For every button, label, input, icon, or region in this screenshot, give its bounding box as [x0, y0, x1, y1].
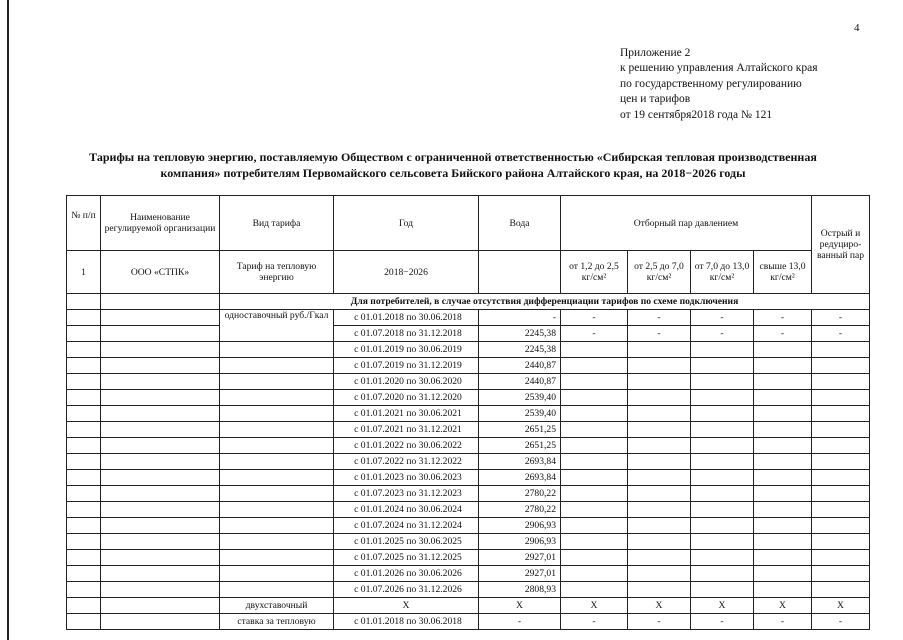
- steam-value: [754, 406, 812, 422]
- period-cell: с 01.07.2020 по 31.12.2020: [334, 390, 479, 406]
- steam-value: [754, 374, 812, 390]
- row1-years: 2018−2026: [334, 251, 479, 294]
- cell-num: [67, 598, 101, 614]
- period-cell: с 01.07.2023 по 31.12.2023: [334, 486, 479, 502]
- cell-type: [220, 406, 334, 422]
- table-row: [67, 342, 870, 358]
- cell-org: [101, 486, 220, 502]
- table-row: [67, 534, 870, 550]
- steam-value: [812, 390, 870, 406]
- steam-value: [561, 358, 628, 374]
- steam-value: [812, 374, 870, 390]
- heat-rate-value: -: [561, 614, 628, 630]
- steam-value: [812, 438, 870, 454]
- steam-value: -: [754, 326, 812, 342]
- header-steam-4: свыше 13,0 кг/см²: [754, 251, 812, 294]
- cell-org: [101, 534, 220, 550]
- cell-num: [67, 358, 101, 374]
- cell-org: [101, 390, 220, 406]
- cell-num: [67, 486, 101, 502]
- steam-value: [691, 470, 754, 486]
- cell-num: [67, 582, 101, 598]
- steam-value: [628, 454, 691, 470]
- one-part-label: одноставочный руб./Гкал: [220, 310, 334, 342]
- header-row: [67, 196, 870, 251]
- cell-type: [220, 534, 334, 550]
- period-cell: с 01.07.2018 по 31.12.2018: [334, 326, 479, 342]
- header-sharp-steam: Острый и редуциро-ванный пар: [812, 196, 870, 294]
- table-row: [67, 326, 870, 342]
- steam-value: [628, 502, 691, 518]
- header-steam-3: от 7,0 до 13,0 кг/см²: [691, 251, 754, 294]
- steam-value: [812, 406, 870, 422]
- period-cell: с 01.01.2019 по 30.06.2019: [334, 342, 479, 358]
- row1-tariff-type: Тариф на тепловую энергию: [220, 251, 334, 294]
- period-cell: с 01.01.2018 по 30.06.2018: [334, 614, 479, 630]
- steam-value: [691, 582, 754, 598]
- appendix-line: Приложение 2: [620, 47, 691, 59]
- cell-org: [101, 310, 220, 326]
- header-steam-2: от 2,5 до 7,0 кг/см²: [628, 251, 691, 294]
- steam-value: [691, 454, 754, 470]
- table-row: [67, 438, 870, 454]
- water-value: 2780,22: [479, 502, 561, 518]
- cell-num: [67, 534, 101, 550]
- section-row: [67, 294, 870, 310]
- steam-value: [561, 582, 628, 598]
- steam-value: [691, 550, 754, 566]
- steam-value: [628, 422, 691, 438]
- steam-value: [812, 422, 870, 438]
- period-cell: с 01.07.2019 по 31.12.2019: [334, 358, 479, 374]
- steam-value: [561, 342, 628, 358]
- table-row: [67, 502, 870, 518]
- steam-value: [628, 486, 691, 502]
- two-part-value: X: [812, 598, 870, 614]
- period-cell: с 01.01.2026 по 30.06.2026: [334, 566, 479, 582]
- steam-value: [561, 454, 628, 470]
- title-line: Тарифы на тепловую энергию, поставляемую Обществом с ограниченной ответственностью «Сибирская тепловая производственная: [89, 150, 817, 164]
- steam-value: [754, 342, 812, 358]
- heat-rate-value: -: [754, 614, 812, 630]
- water-value: 2245,38: [479, 326, 561, 342]
- steam-value: [561, 550, 628, 566]
- steam-value: [754, 486, 812, 502]
- cell-num: [67, 470, 101, 486]
- steam-value: [628, 566, 691, 582]
- steam-value: [812, 566, 870, 582]
- cell-type: [220, 358, 334, 374]
- cell-type: [220, 566, 334, 582]
- cell-type: [220, 486, 334, 502]
- cell-org: [101, 454, 220, 470]
- period-cell: с 01.01.2024 по 30.06.2024: [334, 502, 479, 518]
- steam-value: [561, 438, 628, 454]
- cell-num: [67, 406, 101, 422]
- two-part-value: X: [561, 598, 628, 614]
- table-row: [67, 454, 870, 470]
- table-row: [67, 374, 870, 390]
- steam-value: [561, 566, 628, 582]
- steam-value: [691, 374, 754, 390]
- cell-num: [67, 438, 101, 454]
- heat-rate-value: -: [479, 614, 561, 630]
- period-cell: с 01.01.2020 по 30.06.2020: [334, 374, 479, 390]
- heat-rate-value: -: [812, 614, 870, 630]
- appendix-line: от 19 сентября2018 года № 121: [620, 108, 773, 121]
- steam-value: [754, 422, 812, 438]
- cell-org: [101, 358, 220, 374]
- cell-org: [101, 598, 220, 614]
- steam-value: [628, 518, 691, 534]
- cell-type: [220, 582, 334, 598]
- title-line: компания» потребителям Первомайского сельсовета Бийского района Алтайского края, на 2018−2026 годы: [160, 165, 746, 180]
- appendix-line: к решению управления Алтайского края: [620, 62, 818, 75]
- water-value: 2440,87: [479, 374, 561, 390]
- cell-type: [220, 502, 334, 518]
- period-cell: с 01.01.2023 по 30.06.2023: [334, 470, 479, 486]
- steam-value: [754, 566, 812, 582]
- steam-value: [628, 534, 691, 550]
- cell-org: [101, 550, 220, 566]
- cell-org: [101, 326, 220, 342]
- steam-value: [691, 342, 754, 358]
- steam-value: [812, 470, 870, 486]
- cell-num: [67, 310, 101, 326]
- steam-value: -: [754, 310, 812, 326]
- table-row: [67, 310, 870, 326]
- steam-value: [754, 438, 812, 454]
- steam-value: [691, 486, 754, 502]
- two-part-value: X: [628, 598, 691, 614]
- steam-value: -: [691, 326, 754, 342]
- steam-value: [691, 406, 754, 422]
- water-value: 2693,84: [479, 470, 561, 486]
- two-part-row: [67, 598, 870, 614]
- table-row: [67, 422, 870, 438]
- cell-org: [101, 406, 220, 422]
- header-steam-1: от 1,2 до 2,5 кг/см²: [561, 251, 628, 294]
- water-value: 2780,22: [479, 486, 561, 502]
- header-num: № п/п: [67, 196, 101, 251]
- cell-num: [67, 326, 101, 342]
- table-row: [67, 486, 870, 502]
- steam-value: [812, 550, 870, 566]
- table-row: [67, 406, 870, 422]
- steam-value: [754, 534, 812, 550]
- row1-num: 1: [67, 251, 101, 294]
- steam-value: [628, 582, 691, 598]
- steam-value: -: [812, 326, 870, 342]
- period-cell: с 01.07.2026 по 31.12.2026: [334, 582, 479, 598]
- steam-value: [812, 518, 870, 534]
- steam-value: -: [561, 310, 628, 326]
- period-cell: с 01.07.2025 по 31.12.2025: [334, 550, 479, 566]
- cell-type: [220, 422, 334, 438]
- header-year: Год: [334, 196, 479, 251]
- section-label: Для потребителей, в случае отсутствия дифференциации тарифов по схеме подключения: [220, 294, 870, 310]
- cell-org: [101, 438, 220, 454]
- cell-type: [220, 438, 334, 454]
- steam-value: [628, 406, 691, 422]
- cell-org: [101, 374, 220, 390]
- steam-value: [628, 342, 691, 358]
- steam-value: [561, 374, 628, 390]
- steam-value: [561, 534, 628, 550]
- steam-value: [812, 534, 870, 550]
- cell-type: [220, 470, 334, 486]
- period-cell: с 01.01.2022 по 30.06.2022: [334, 438, 479, 454]
- cell-type: [220, 342, 334, 358]
- table-row: [67, 550, 870, 566]
- heat-rate-label: ставка за тепловую: [220, 614, 334, 630]
- steam-value: [691, 390, 754, 406]
- steam-value: [754, 518, 812, 534]
- water-value: 2651,25: [479, 422, 561, 438]
- heat-rate-value: -: [628, 614, 691, 630]
- period-cell: с 01.07.2021 по 31.12.2021: [334, 422, 479, 438]
- steam-value: [561, 502, 628, 518]
- cell-num: [67, 566, 101, 582]
- steam-value: [561, 518, 628, 534]
- row1-water: [479, 251, 561, 294]
- heat-rate-value: -: [691, 614, 754, 630]
- two-part-label: двухставочный: [220, 598, 334, 614]
- water-value: 2927,01: [479, 566, 561, 582]
- water-value: 2651,25: [479, 438, 561, 454]
- period-cell: с 01.07.2024 по 31.12.2024: [334, 518, 479, 534]
- cell-org: [101, 582, 220, 598]
- tariff-table: [66, 195, 870, 630]
- water-value: 2906,93: [479, 534, 561, 550]
- steam-value: [812, 502, 870, 518]
- period-cell: с 01.01.2025 по 30.06.2025: [334, 534, 479, 550]
- water-value: 2927,01: [479, 550, 561, 566]
- steam-value: [812, 358, 870, 374]
- steam-value: -: [628, 310, 691, 326]
- steam-value: [754, 390, 812, 406]
- cell-num: [67, 518, 101, 534]
- table-row: [67, 390, 870, 406]
- header-row-2: [67, 251, 870, 294]
- table-row: [67, 470, 870, 486]
- steam-value: [691, 438, 754, 454]
- steam-value: -: [691, 310, 754, 326]
- steam-value: [754, 358, 812, 374]
- water-value: 2808,93: [479, 582, 561, 598]
- cell-type: [220, 374, 334, 390]
- cell-org: [101, 422, 220, 438]
- steam-value: [754, 454, 812, 470]
- steam-value: [561, 486, 628, 502]
- period-cell: с 01.01.2021 по 30.06.2021: [334, 406, 479, 422]
- cell-num: [67, 614, 101, 630]
- water-value: 2539,40: [479, 390, 561, 406]
- steam-value: -: [812, 310, 870, 326]
- cell-num: [67, 502, 101, 518]
- water-value: 2440,87: [479, 358, 561, 374]
- steam-value: [812, 342, 870, 358]
- steam-value: [561, 470, 628, 486]
- heat-rate-row: [67, 614, 870, 630]
- table-row: [67, 566, 870, 582]
- steam-value: [628, 390, 691, 406]
- cell-type: [220, 550, 334, 566]
- steam-value: [691, 534, 754, 550]
- cell-num: [67, 422, 101, 438]
- water-value: 2693,84: [479, 454, 561, 470]
- header-tariff-type: Вид тарифа: [220, 196, 334, 251]
- cell-num: [67, 550, 101, 566]
- water-value: 2245,38: [479, 342, 561, 358]
- cell-num: [67, 374, 101, 390]
- steam-value: [691, 422, 754, 438]
- steam-value: [628, 374, 691, 390]
- two-part-value: X: [754, 598, 812, 614]
- table-row: [67, 358, 870, 374]
- steam-value: [754, 582, 812, 598]
- header-steam: Отборный пар давлением: [561, 196, 812, 251]
- steam-value: [754, 502, 812, 518]
- appendix-line: по государственному регулированию: [620, 77, 802, 90]
- steam-value: [628, 438, 691, 454]
- period-cell: с 01.07.2022 по 31.12.2022: [334, 454, 479, 470]
- two-part-value: X: [691, 598, 754, 614]
- steam-value: [691, 502, 754, 518]
- steam-value: [561, 422, 628, 438]
- cell-org: [101, 502, 220, 518]
- page-edge-line: [7, 0, 9, 640]
- cell-type: [220, 518, 334, 534]
- period-cell: с 01.01.2018 по 30.06.2018: [334, 310, 479, 326]
- steam-value: [812, 454, 870, 470]
- cell-org: [101, 566, 220, 582]
- water-value: 2906,93: [479, 518, 561, 534]
- steam-value: [754, 470, 812, 486]
- water-value: -: [479, 310, 561, 326]
- header-org: Наименование регулируемой организации: [101, 196, 220, 251]
- two-part-value: X: [479, 598, 561, 614]
- appendix-line: цен и тарифов: [620, 93, 691, 106]
- cell-type: [220, 390, 334, 406]
- cell-num: [67, 342, 101, 358]
- cell-org: [101, 470, 220, 486]
- cell-org: [101, 518, 220, 534]
- steam-value: -: [561, 326, 628, 342]
- steam-value: [628, 358, 691, 374]
- steam-value: [691, 358, 754, 374]
- page-number: 4: [854, 22, 860, 34]
- two-part-value: X: [334, 598, 479, 614]
- header-water: Вода: [479, 196, 561, 251]
- cell-org: [101, 614, 220, 630]
- table-row: [67, 518, 870, 534]
- document-title: [40, 150, 866, 181]
- appendix-block: [620, 46, 818, 123]
- steam-value: [812, 582, 870, 598]
- steam-value: [691, 518, 754, 534]
- cell-type: [220, 454, 334, 470]
- steam-value: [628, 470, 691, 486]
- steam-value: [812, 486, 870, 502]
- row1-org: ООО «СТПК»: [101, 251, 220, 294]
- cell-org: [101, 342, 220, 358]
- steam-value: [754, 550, 812, 566]
- water-value: 2539,40: [479, 406, 561, 422]
- steam-value: [561, 406, 628, 422]
- steam-value: [691, 566, 754, 582]
- table-row: [67, 582, 870, 598]
- cell-num: [67, 390, 101, 406]
- steam-value: [561, 390, 628, 406]
- steam-value: -: [628, 326, 691, 342]
- steam-value: [628, 550, 691, 566]
- cell-num: [67, 454, 101, 470]
